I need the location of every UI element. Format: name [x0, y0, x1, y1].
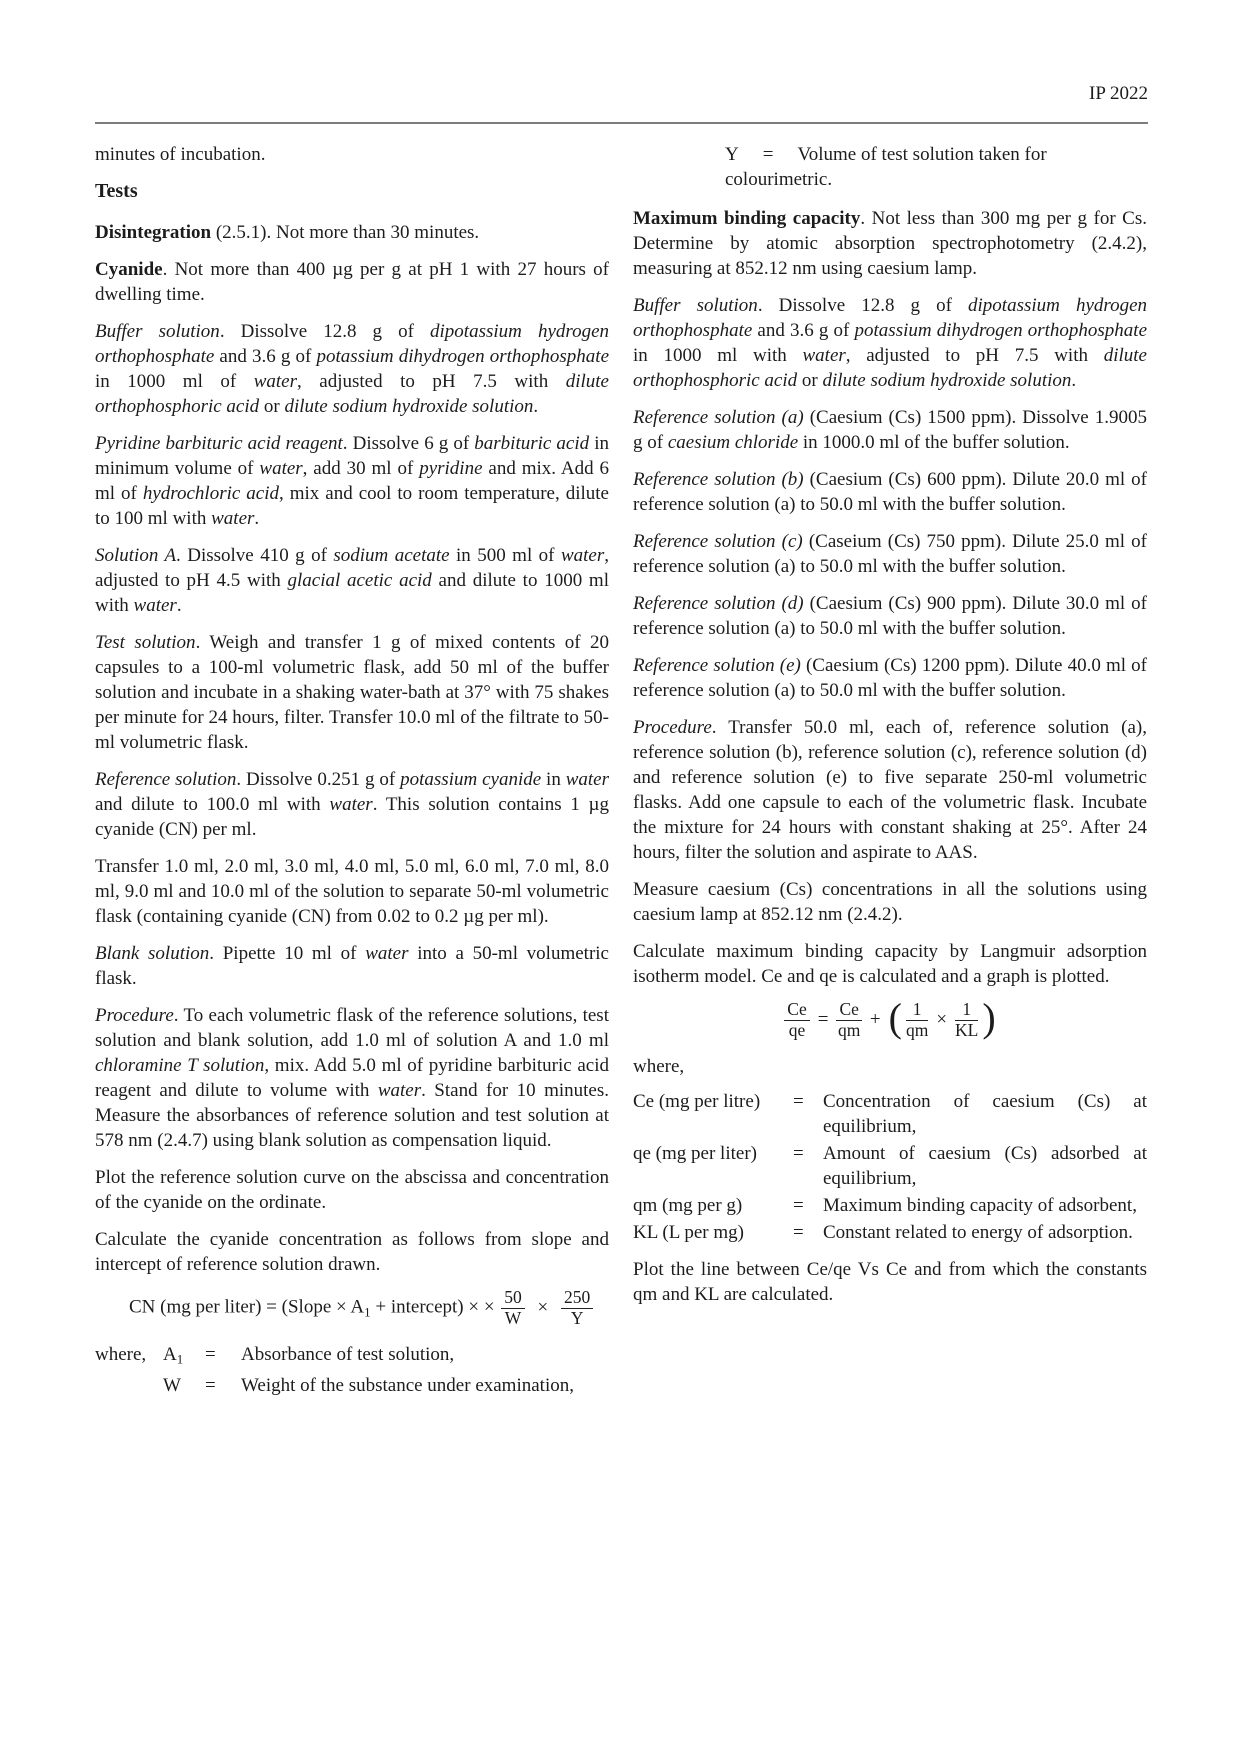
where-label-spacer — [95, 1373, 163, 1398]
y-definition-line — [633, 142, 1147, 192]
paragraph-reference-solution-a: Reference solution (a) (Caesium (Cs) 1500 ppm). Dissolve 1.9005 g of caesium chloride in 1000.0 ml of the buffer solution. — [633, 407, 1147, 453]
tests-heading: Tests — [95, 180, 138, 202]
paragraph-blank-solution: Blank solution. Pipette 10 ml of water into a 50-ml volumetric flask. — [95, 943, 609, 989]
paragraph-buffer-solution-left: Buffer solution. Dissolve 12.8 g of dipotassium hydrogen orthophosphate and 3.6 g of potassium dihydrogen orthophosphate in 1000 ml of water, adjusted to pH 7.5 with dilute orthophosphoric acid or dilute sodium hydroxide solution. — [95, 321, 610, 417]
paragraph-cyanide: Cyanide. Not more than 400 µg per g at pH 1 with 27 hours of dwelling time. — [95, 259, 609, 305]
formula-term: CN (mg per liter) = (Slope × A — [129, 1296, 365, 1318]
where-definition: Weight of the substance under examination, — [241, 1375, 574, 1397]
where-term: qe (mg per liter) — [633, 1142, 757, 1164]
paragraph-reference-solution-d: Reference solution (d) (Caesium (Cs) 900 ppm). Dilute 30.0 ml of reference solution (a) to 50.0 ml with the buffer solution. — [633, 593, 1147, 639]
fraction-numerator: Ce — [836, 1001, 861, 1021]
where-definition: Volume of test solution taken for colourimetric. — [725, 144, 1047, 190]
equals-sign: = — [205, 1343, 216, 1365]
symbol-subscript: 1 — [176, 1351, 184, 1367]
where-term: qm (mg per g) — [633, 1194, 743, 1216]
fraction-numerator: 50 — [501, 1289, 525, 1309]
two-column-body — [95, 142, 1148, 1410]
equals-sign: = — [793, 1194, 804, 1216]
fraction-denominator: KL — [955, 1019, 979, 1040]
where-term: KL (L per mg) — [633, 1221, 744, 1243]
header-rule — [95, 122, 1148, 124]
paragraph-disintegration: Disintegration (2.5.1). Not more than 30 minutes. — [95, 222, 480, 243]
fraction-denominator: W — [504, 1307, 522, 1328]
symbol-text: A — [163, 1343, 177, 1365]
where-definition: Absorbance of test solution, — [241, 1343, 455, 1365]
paragraph-procedure-left: Procedure. To each volumetric flask of the reference solutions, test solution and blank solution, add 1.0 ml of solution A and 1.0 ml chloramine T solution, mix. Add 5.0 ml of pyridine barbituric acid reagent and dilute to volume with water. Stand for 10 minutes. Measure the absorbances of reference solution and test solution at 578 nm (2.4.7) using blank solution as compensation liquid. — [95, 1005, 609, 1151]
fraction — [784, 1001, 809, 1040]
where-symbol — [163, 1342, 205, 1372]
fraction — [836, 1001, 861, 1040]
fraction-denominator: qm — [905, 1019, 929, 1040]
paragraph-plot-line: Plot the line between Ce/qe Vs Ce and from which the constants qm and KL are calculated. — [633, 1258, 1147, 1305]
formula-subscript: 1 — [364, 1304, 371, 1320]
paragraph-reference-solution: Reference solution. Dissolve 0.251 g of potassium cyanide in water and dilute to 100.0 ml with water. This solution contains 1 µg cyanide (CN) per ml. — [95, 769, 609, 840]
paragraph-reference-solution-c: Reference solution (c) (Caseium (Cs) 750 ppm). Dilute 25.0 ml of reference solution (a) to 50.0 ml with the buffer solution. — [633, 531, 1147, 577]
equals-sign: = — [205, 1375, 216, 1397]
where-symbol: Y — [725, 144, 739, 165]
paragraph-reference-solution-e: Reference solution (e) (Caesium (Cs) 1200 ppm). Dilute 40.0 ml of reference solution (a) to 50.0 ml with the buffer solution. — [633, 655, 1147, 701]
fraction — [906, 1001, 928, 1040]
fraction-numerator: Ce — [784, 1001, 809, 1021]
where-label: where, — [95, 1343, 147, 1365]
where-definition: Maximum binding capacity of adsorbent, — [823, 1194, 1137, 1216]
langmuir-where-list — [633, 1089, 1147, 1245]
paragraph-procedure-right: Procedure. Transfer 50.0 ml, each of, reference solution (a), reference solution (b), reference solution (c), reference solution (d) and reference solution (e) to five separate 250-ml volumetric flasks. Add one capsule to each of the volumetric flask. Incubate the mixture for 24 hours with constant shaking at 25°. After 24 hours, filter the solution and aspirate to AAS. — [633, 717, 1147, 863]
paragraph-incubation: minutes of incubation. — [95, 144, 266, 165]
right-parenthesis: ) — [982, 995, 996, 1041]
fraction-numerator: 1 — [906, 1001, 928, 1021]
multiply-operator: × — [532, 1296, 554, 1318]
plus-operator: + — [869, 1008, 881, 1030]
where-label: where, — [633, 1055, 685, 1077]
paragraph-transfer-volumes: Transfer 1.0 ml, 2.0 ml, 3.0 ml, 4.0 ml, 5.0 ml, 6.0 ml, 7.0 ml, 8.0 ml, 9.0 ml and 10.0 ml of the solution to separate 50-ml volumetric flask (containing cyanide (CN) from 0.02 to 0.2 µg per ml). — [95, 856, 609, 927]
paragraph-max-binding-capacity: Maximum binding capacity. Not less than 300 mg per g for Cs. Determine by atomic absorption spectrophotometry (2.4.2), measuring at 852.12 nm using caesium lamp. — [633, 208, 1147, 279]
equals-sign: = — [793, 1142, 804, 1164]
cn-formula — [95, 1289, 609, 1328]
equals-sign: = — [817, 1008, 829, 1030]
paragraph-calculate-cyanide: Calculate the cyanide concentration as follows from slope and intercept of reference solution drawn. — [95, 1229, 609, 1275]
fraction-numerator: 1 — [955, 1001, 978, 1021]
fraction — [561, 1289, 593, 1328]
equals-sign: = — [793, 1090, 804, 1112]
fraction-denominator: Y — [570, 1307, 584, 1328]
langmuir-formula — [633, 995, 1147, 1041]
equals-sign: = — [762, 144, 774, 165]
fraction-denominator: qm — [837, 1019, 861, 1040]
cn-where-list — [95, 1342, 609, 1399]
paragraph-test-solution: Test solution. Weigh and transfer 1 g of mixed contents of 20 capsules to a 100-ml volumetric flask, add 50 ml of the buffer solution and incubate in a shaking water-bath at 37° with 75 shakes per minute for 24 hours, filter. Transfer 10.0 ml of the filtrate to 50-ml volumetric flask. — [95, 632, 609, 753]
where-definition: Amount of caesium (Cs) adsorbed at equilibrium, — [823, 1142, 1147, 1189]
paragraph-buffer-solution-right: Buffer solution. Dissolve 12.8 g of dipotassium hydrogen orthophosphate and 3.6 g of potassium dihydrogen orthophosphate in 1000 ml with water, adjusted to pH 7.5 with dilute orthophosphoric acid or dilute sodium hydroxide solution. — [633, 295, 1148, 391]
where-term: Ce (mg per litre) — [633, 1090, 761, 1112]
paragraph-measure-caesium: Measure caesium (Cs) concentrations in all the solutions using caesium lamp at 852.12 nm (2.4.2). — [633, 879, 1147, 925]
paragraph-reference-solution-b: Reference solution (b) (Caesium (Cs) 600 ppm). Dilute 20.0 ml of reference solution (a) to 50.0 ml with the buffer solution. — [633, 469, 1147, 515]
where-definition: Constant related to energy of adsorption. — [823, 1221, 1133, 1243]
paragraph-calculate-langmuir: Calculate maximum binding capacity by Langmuir adsorption isotherm model. Ce and qe is calculated and a graph is plotted. — [633, 941, 1147, 987]
equals-sign: = — [793, 1221, 804, 1243]
fraction-denominator: qe — [788, 1019, 806, 1040]
fraction-numerator: 250 — [561, 1289, 593, 1309]
edition-label: IP 2022 — [1089, 83, 1148, 104]
right-column — [633, 142, 1147, 1410]
left-parenthesis: ( — [888, 995, 902, 1041]
fraction — [955, 1001, 978, 1040]
multiply-operator: × — [936, 1008, 948, 1030]
where-definition: Concentration of caesium (Cs) at equilibrium, — [823, 1090, 1147, 1137]
left-column — [95, 142, 609, 1410]
page-header — [95, 82, 1148, 106]
paragraph-pyridine-reagent: Pyridine barbituric acid reagent. Dissolve 6 g of barbituric acid in minimum volume of water, add 30 ml of pyridine and mix. Add 6 ml of hydrochloric acid, mix and cool to room temperature, dilute to 100 ml with water. — [95, 433, 610, 529]
paragraph-solution-a: Solution A. Dissolve 410 g of sodium acetate in 500 ml of water, adjusted to pH 4.5 with glacial acetic acid and dilute to 1000 ml with water. — [95, 545, 609, 616]
paragraph-plot-curve: Plot the reference solution curve on the abscissa and concentration of the cyanide on the ordinate. — [95, 1167, 609, 1213]
fraction — [501, 1289, 525, 1328]
formula-term: + intercept) × × — [370, 1296, 500, 1318]
where-symbol: W — [163, 1375, 181, 1397]
